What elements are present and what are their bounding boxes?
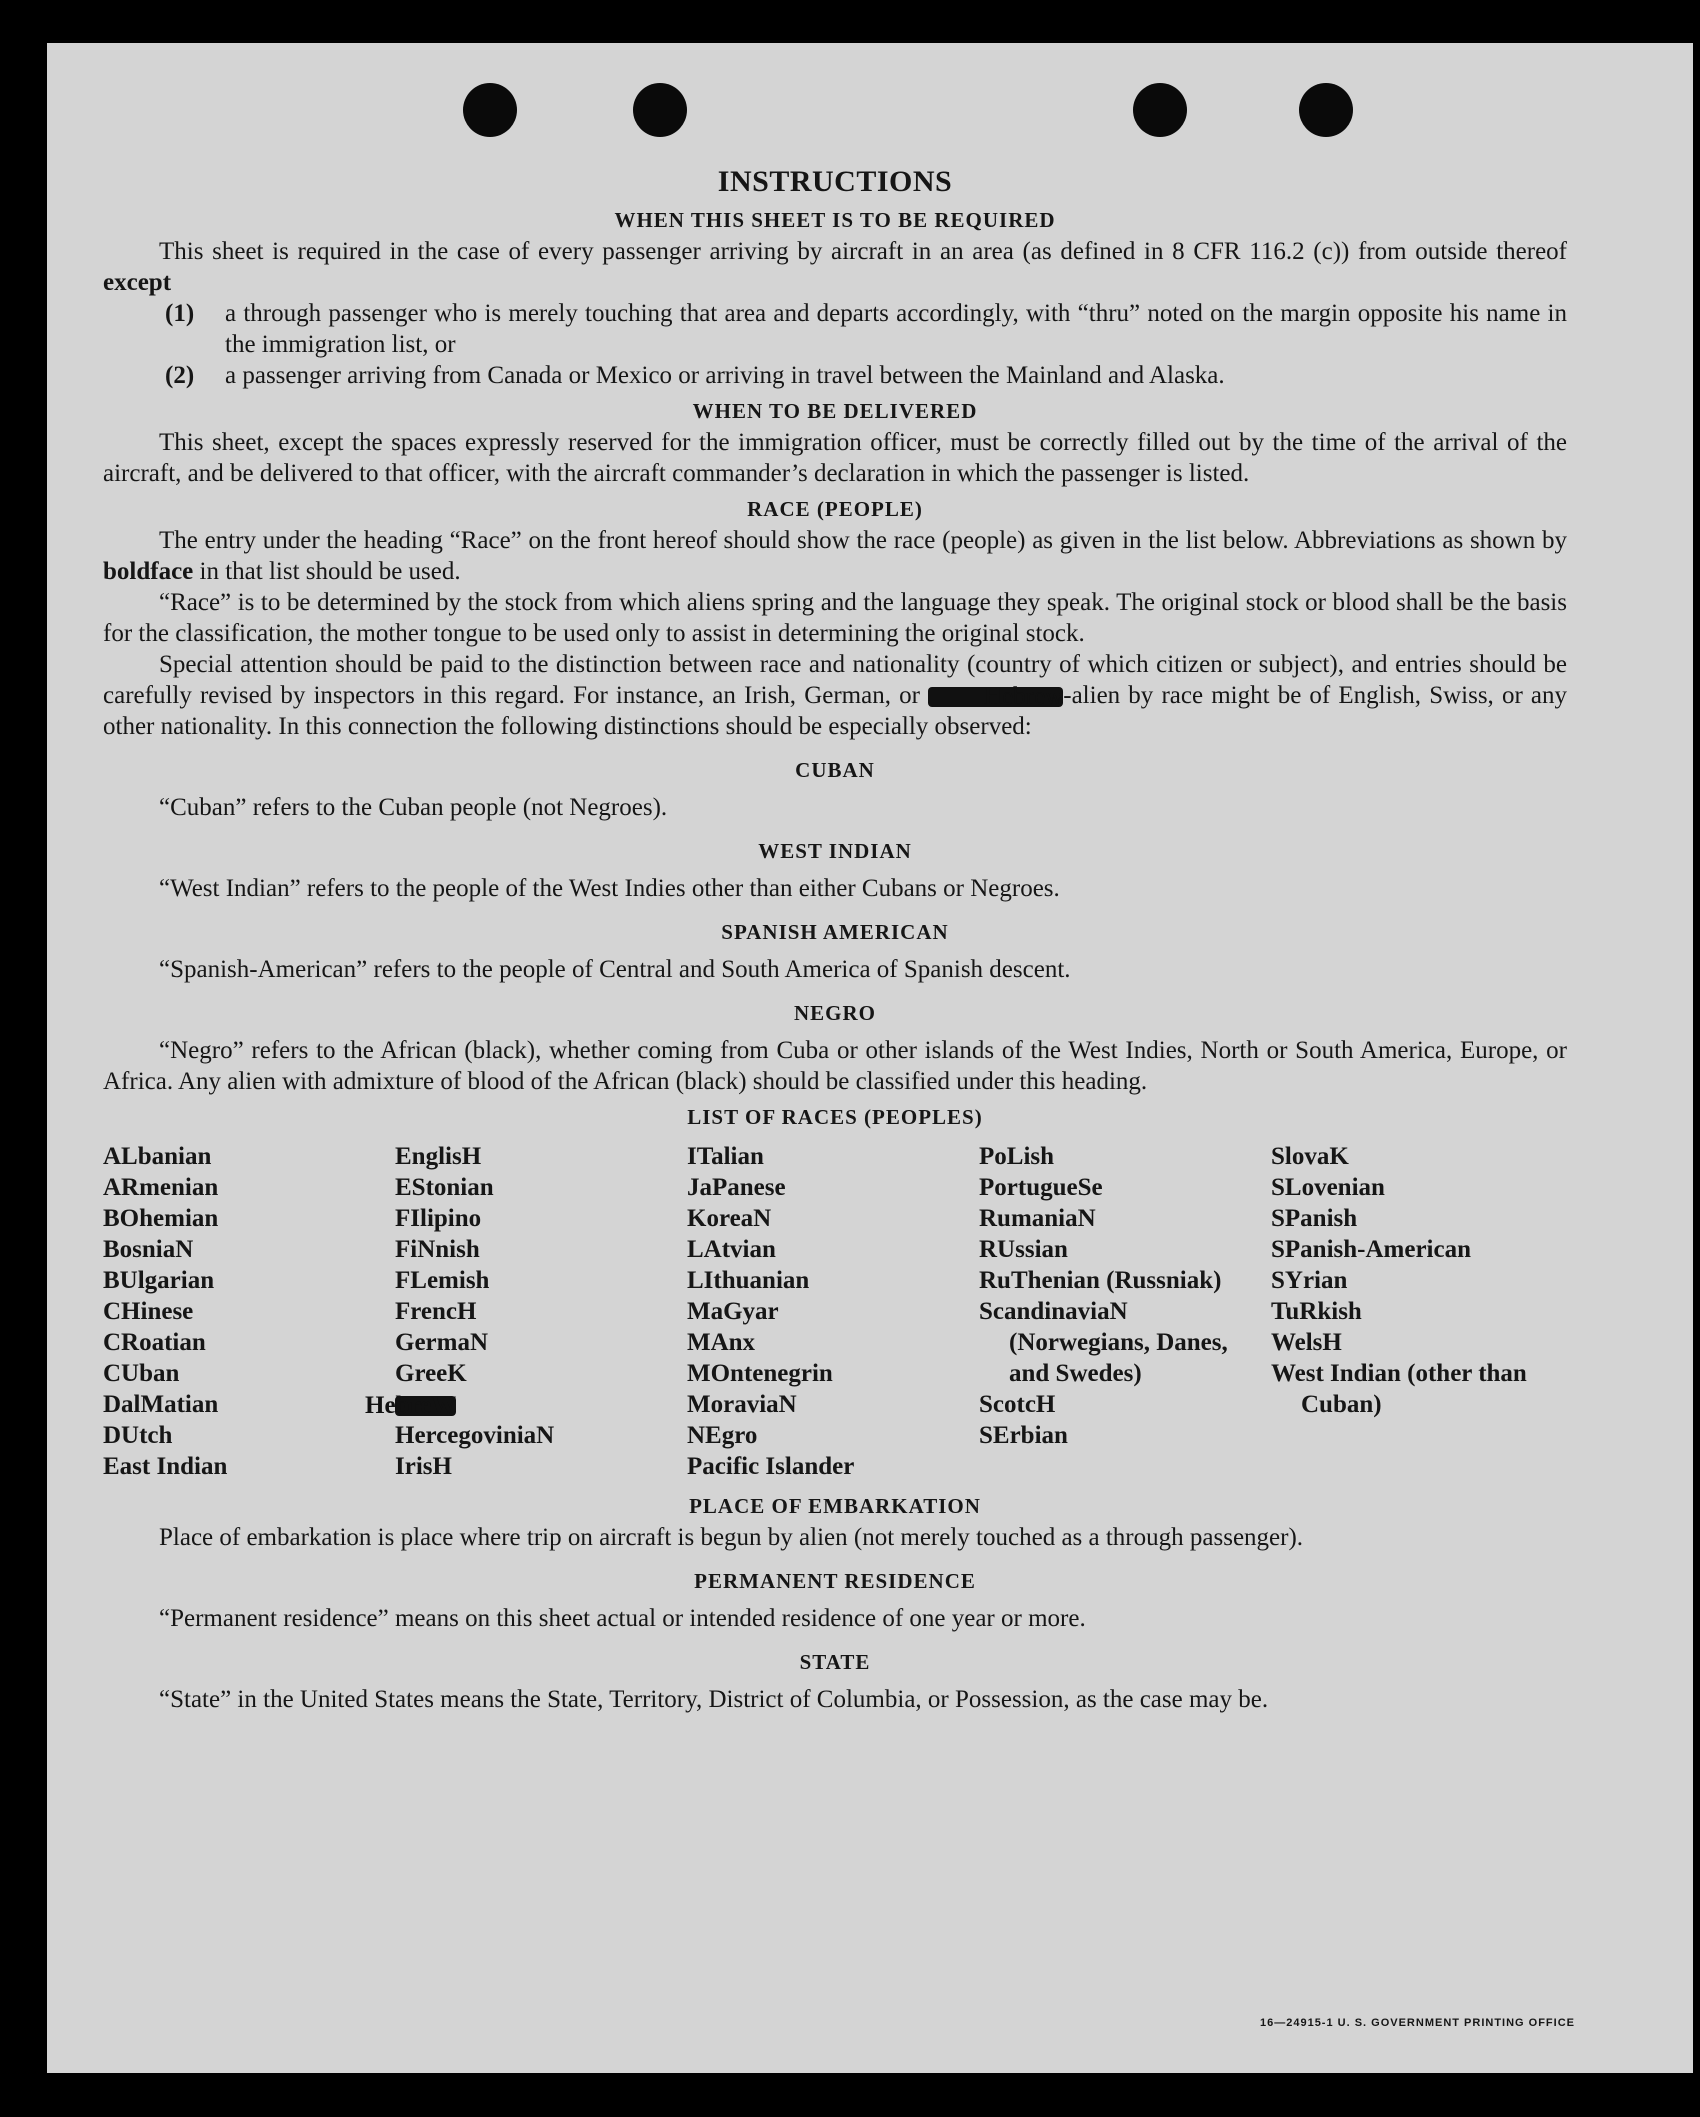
- race-item: CRoatian: [103, 1329, 206, 1356]
- heading-west-indian: WEST INDIAN: [758, 839, 912, 863]
- race-item: MaGyar: [687, 1298, 779, 1325]
- race-item: LAtvian: [687, 1236, 776, 1263]
- exception-item: (1) a through passenger who is merely touching that area and departs accordingly, with “thru” noted on the margin opposite his name in the immigration list, or: [165, 300, 1567, 358]
- race-item: NEgro: [687, 1422, 758, 1449]
- race-item: EStonian: [395, 1174, 494, 1201]
- punch-hole: [1299, 83, 1353, 137]
- race-item: ITalian: [687, 1143, 764, 1170]
- race-item: MOntenegrin: [687, 1360, 833, 1387]
- printing-office-code: 16—24915-1 U. S. GOVERNMENT PRINTING OFFICE: [1259, 2017, 1575, 2029]
- heading-cuban: CUBAN: [795, 758, 875, 782]
- cuban-text: “Cuban” refers to the Cuban people (not Negroes).: [159, 794, 668, 821]
- race-item: ARmenian: [103, 1174, 219, 1201]
- race-item-redacted: HebreW: [365, 1392, 457, 1420]
- race-item: DalMatian: [103, 1391, 219, 1418]
- race-paragraph: Special attention should be paid to the distinction between race and nationality (country of which citizen or subject), and entries should be carefully revised by inspectors in this regard. For instance, an Irish, German, or Hebrew-alien by race might be of English, Swiss, or any other nationality. In this connection the following distinctions should be especially observed:: [103, 651, 1568, 740]
- heading-residence: PERMANENT RESIDENCE: [694, 1569, 976, 1593]
- race-item: SLovenian: [1271, 1174, 1385, 1201]
- race-column: [1271, 1141, 1571, 1482]
- punch-hole: [463, 83, 517, 137]
- residence-text: “Permanent residence” means on this sheet actual or intended residence of one year or more.: [159, 1605, 1086, 1632]
- punch-hole: [633, 83, 687, 137]
- race-item: JaPanese: [687, 1174, 786, 1201]
- race-item: BUlgarian: [103, 1267, 215, 1294]
- document-page: [47, 43, 1693, 2073]
- race-item: SYrian: [1271, 1267, 1348, 1294]
- redacted-word: Hebrew: [928, 687, 1063, 707]
- heading-embarkation: PLACE OF EMBARKATION: [689, 1494, 981, 1518]
- race-item: SlovaK: [1271, 1143, 1349, 1170]
- race-item: TuRkish: [1271, 1298, 1362, 1325]
- race-item: SPanish: [1271, 1205, 1358, 1232]
- race-item: WelsH: [1271, 1329, 1342, 1356]
- west-indian-text: “West Indian” refers to the people of the West Indies other than either Cubans or Negroes.: [159, 875, 1060, 902]
- race-item: CUban: [103, 1360, 180, 1387]
- heading-race: RACE (PEOPLE): [747, 497, 923, 521]
- heading-required: WHEN THIS SHEET IS TO BE REQUIRED: [614, 208, 1056, 232]
- race-column: [979, 1141, 1271, 1482]
- instructions-content: [103, 164, 1567, 1715]
- race-item: Pacific Islander: [687, 1453, 855, 1480]
- race-item: SErbian: [979, 1422, 1068, 1449]
- race-item: ALbanian: [103, 1143, 212, 1170]
- race-item: DUtch: [103, 1422, 173, 1449]
- race-item: FLemish: [395, 1267, 490, 1294]
- punch-hole: [1133, 83, 1187, 137]
- exception-item: (2) a passenger arriving from Canada or Mexico or arriving in travel between the Mainland and Alaska.: [165, 362, 1225, 389]
- race-item: BOhemian: [103, 1205, 219, 1232]
- race-item: KoreaN: [687, 1205, 772, 1232]
- race-item: MoraviaN: [687, 1391, 797, 1418]
- race-item: IrisH: [395, 1453, 452, 1480]
- race-item: ScandinaviaN (Norwegians, Danes, and Swedes): [979, 1298, 1228, 1387]
- race-item: EnglisH: [395, 1143, 482, 1170]
- race-item: PoLish: [979, 1143, 1055, 1170]
- heading-list-of-races: LIST OF RACES (PEOPLES): [687, 1105, 983, 1129]
- race-item: ScotcH: [979, 1391, 1056, 1418]
- heading-state: STATE: [799, 1650, 871, 1674]
- race-item: GermaN: [395, 1329, 489, 1356]
- race-column: [687, 1141, 979, 1482]
- race-item: LIthuanian: [687, 1267, 810, 1294]
- delivered-text: This sheet, except the spaces expressly reserved for the immigration officer, must be correctly filled out by the time of the arrival of the aircraft, and be delivered to that officer, with the aircraft commander’s declaration in which the passenger is listed.: [103, 429, 1567, 487]
- embarkation-text: Place of embarkation is place where trip on aircraft is begun by alien (not merely touched as a through passenger).: [159, 1524, 1304, 1551]
- race-item: CHinese: [103, 1298, 194, 1325]
- race-item: RuThenian (Russniak): [979, 1267, 1222, 1294]
- page-title: INSTRUCTIONS: [717, 165, 953, 198]
- race-item: SPanish-American: [1271, 1236, 1471, 1263]
- negro-text: “Negro” refers to the African (black), whether coming from Cuba or other islands of the West Indies, North or South America, Europe, or Africa. Any alien with admixture of blood of the African (black) should be classified under this heading.: [103, 1037, 1567, 1095]
- race-item: FiNnish: [395, 1236, 480, 1263]
- race-item: FrencH: [395, 1298, 477, 1325]
- race-column: [365, 1141, 687, 1482]
- race-item: BosniaN: [103, 1236, 194, 1263]
- race-item: East Indian: [103, 1453, 228, 1480]
- spanish-american-text: “Spanish-American” refers to the people of Central and South America of Spanish descent.: [159, 956, 1071, 983]
- race-item: HercegoviniaN: [395, 1422, 555, 1449]
- race-item: PortugueSe: [979, 1174, 1103, 1201]
- race-item: GreeK: [395, 1360, 467, 1387]
- race-list: [103, 1141, 1567, 1482]
- heading-delivered: WHEN TO BE DELIVERED: [692, 399, 978, 423]
- race-paragraph: “Race” is to be determined by the stock from which aliens spring and the language they speak. The original stock or blood shall be the basis for the classification, the mother tongue to be used only to assist in determining the original stock.: [103, 589, 1567, 647]
- race-column: [103, 1141, 395, 1482]
- race-item: MAnx: [687, 1329, 756, 1356]
- race-paragraph: The entry under the heading “Race” on the front hereof should show the race (people) as given in the list below. Abbreviations as shown by boldface in that list should be used.: [103, 527, 1567, 585]
- required-intro: This sheet is required in the case of every passenger arriving by aircraft in an area (as defined in 8 CFR 116.2 (c)) from outside thereof except: [103, 238, 1567, 296]
- race-item: RUssian: [979, 1236, 1068, 1263]
- race-item: West Indian (other than Cuban): [1271, 1360, 1527, 1418]
- heading-negro: NEGRO: [793, 1001, 876, 1025]
- state-text: “State” in the United States means the State, Territory, District of Columbia, or Possession, as the case may be.: [159, 1686, 1269, 1713]
- race-item: FIlipino: [395, 1205, 482, 1232]
- race-item: RumaniaN: [979, 1205, 1096, 1232]
- heading-spanish-american: SPANISH AMERICAN: [721, 920, 949, 944]
